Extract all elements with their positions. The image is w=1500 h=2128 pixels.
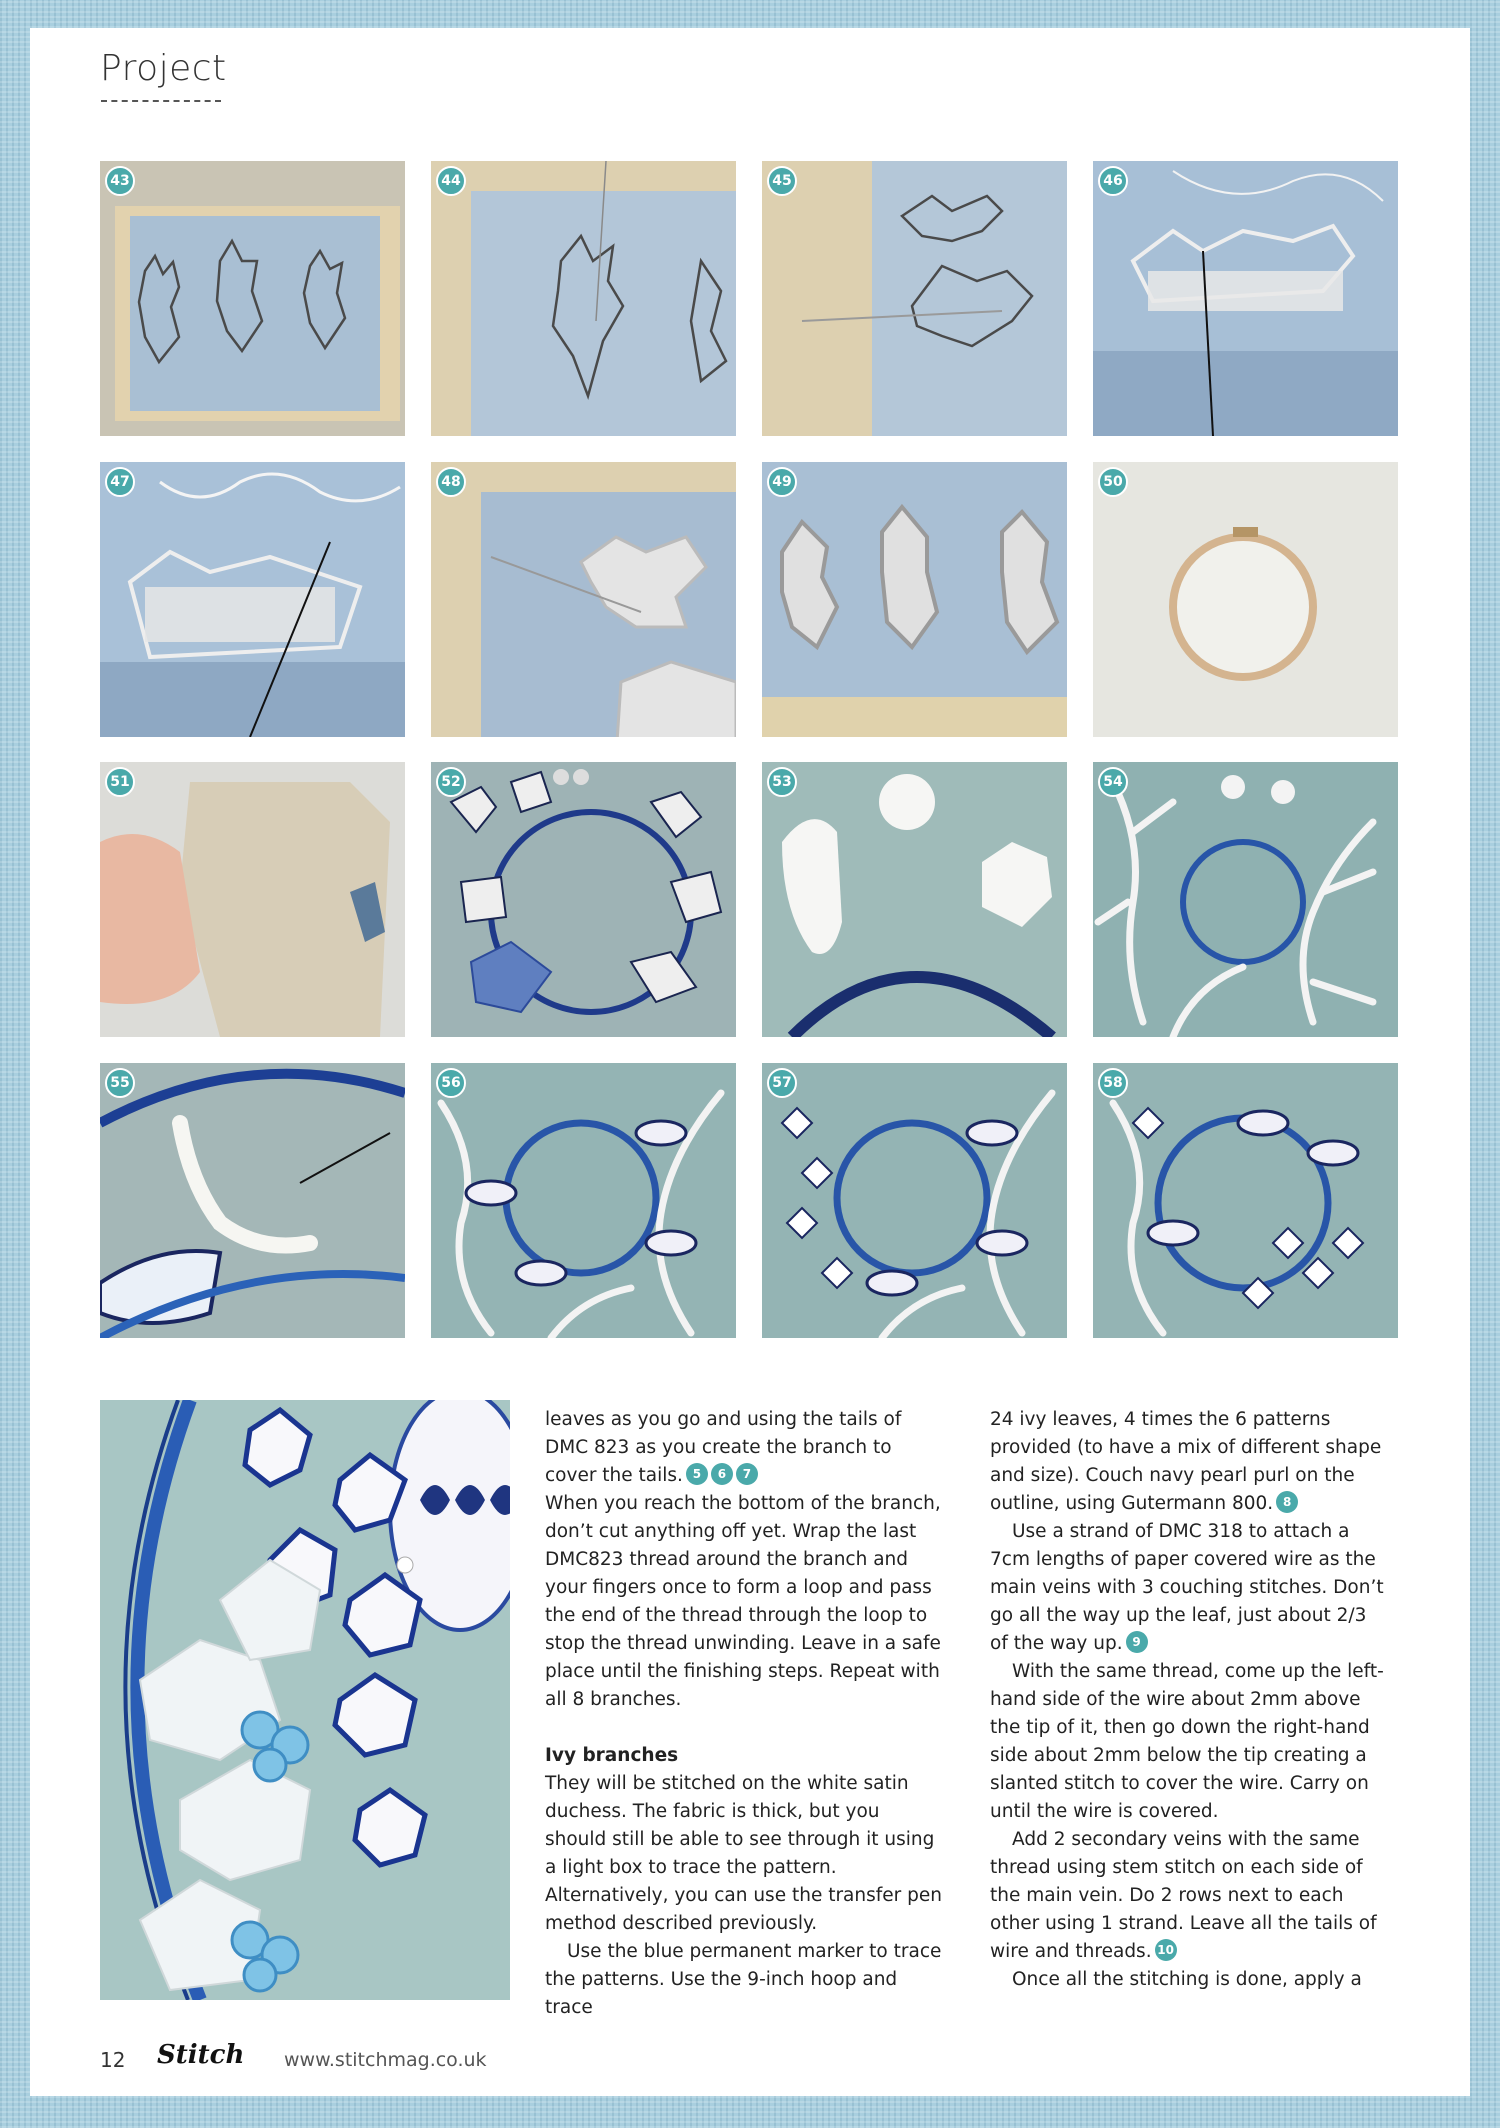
photo-50-image xyxy=(1093,462,1398,737)
article-column-2 xyxy=(990,1406,1390,1994)
col2-paragraph-3: With the same thread, come up the left-hand side of the wire about 2mm above the tip of it, then go down the right-hand side about 2mm below the tip creating a slanted stitch to cover the wire. Carry on until the wire is covered. xyxy=(990,1661,1384,1822)
step-photo-49 xyxy=(762,462,1067,737)
step-photo-43 xyxy=(100,161,405,436)
step-photo-51 xyxy=(100,762,405,1037)
step-number-badge: 46 xyxy=(1098,166,1128,196)
title-dashed-rule xyxy=(101,100,221,102)
col2-p2-text: Use a strand of DMC 318 to attach a 7cm lengths of paper covered wire as the main veins with 3 couching stitches. Don’t go all the way up the leaf, just about 2/3 of the way up. xyxy=(990,1521,1384,1654)
photo-44-image xyxy=(431,161,736,436)
col2-paragraph-4 xyxy=(990,1826,1390,1966)
col2-p4-text: Add 2 secondary veins with the same thread using stem stitch on each side of the main vein. Do 2 rows next to each other using 1 strand. Leave all the tails of wire and threads. xyxy=(990,1829,1377,1962)
step-ref-badge: 7 xyxy=(736,1463,758,1485)
step-number-badge: 58 xyxy=(1098,1068,1128,1098)
step-number-badge: 51 xyxy=(105,767,135,797)
step-number-badge: 50 xyxy=(1098,467,1128,497)
step-photo-56 xyxy=(431,1063,736,1338)
step-number-badge: 45 xyxy=(767,166,797,196)
col1-p1-text: leaves as you go and using the tails of DMC 823 as you create the branch to cover the tails. xyxy=(545,1409,902,1486)
website-url: www.stitchmag.co.uk xyxy=(284,2049,487,2071)
step-photo-44 xyxy=(431,161,736,436)
photo-43-image xyxy=(100,161,405,436)
step-number-badge: 49 xyxy=(767,467,797,497)
photo-57-image xyxy=(762,1063,1067,1338)
step-photo-47 xyxy=(100,462,405,737)
step-number-badge: 57 xyxy=(767,1068,797,1098)
magazine-brand-logo: Stitch xyxy=(157,2040,245,2070)
paragraph-gap xyxy=(545,1714,945,1742)
photo-52-image xyxy=(431,762,736,1037)
step-number-badge: 48 xyxy=(436,467,466,497)
page-number: 12 xyxy=(100,2048,126,2072)
step-number-badge: 52 xyxy=(436,767,466,797)
step-number-badge: 44 xyxy=(436,166,466,196)
section-title: Project xyxy=(100,48,227,89)
photo-56-image xyxy=(431,1063,736,1338)
step-photo-57 xyxy=(762,1063,1067,1338)
photo-48-image xyxy=(431,462,736,737)
step-photo-52 xyxy=(431,762,736,1037)
col1-paragraph-3: They will be stitched on the white satin duchess. The fabric is thick, but you should still be able to see through it using a light box to trace the pattern. Alternatively, you can use the transfer pen method described previously. xyxy=(545,1773,942,1934)
photo-51-image xyxy=(100,762,405,1037)
step-number-badge: 43 xyxy=(105,166,135,196)
photo-55-image xyxy=(100,1063,405,1338)
step-number-badge: 56 xyxy=(436,1068,466,1098)
col1-paragraph-4: Use the blue permanent marker to trace the patterns. Use the 9-inch hoop and trace xyxy=(545,1941,942,2018)
photo-49-image xyxy=(762,462,1067,737)
step-photo-58 xyxy=(1093,1063,1398,1338)
step-photo-45 xyxy=(762,161,1067,436)
step-ref-badge: 8 xyxy=(1276,1491,1298,1513)
step-number-badge: 47 xyxy=(105,467,135,497)
step-photo-54 xyxy=(1093,762,1398,1037)
photo-53-image xyxy=(762,762,1067,1037)
photo-58-image xyxy=(1093,1063,1398,1338)
col1-paragraph-1 xyxy=(545,1406,945,1490)
step-ref-badge: 5 xyxy=(686,1463,708,1485)
step-photo-50 xyxy=(1093,462,1398,737)
step-number-badge: 54 xyxy=(1098,767,1128,797)
step-photo-53 xyxy=(762,762,1067,1037)
col2-p1-text: 24 ivy leaves, 4 times the 6 patterns provided (to have a mix of different shape and size). Couch navy pearl purl on the outline, using Gutermann 800. xyxy=(990,1409,1382,1514)
photo-47-image xyxy=(100,462,405,737)
step-ref-badge: 6 xyxy=(711,1463,733,1485)
step-ref-badge: 9 xyxy=(1126,1631,1148,1653)
step-photo-55 xyxy=(100,1063,405,1338)
step-ref-badge: 10 xyxy=(1155,1939,1177,1961)
magazine-page xyxy=(30,28,1470,2096)
article-column-1 xyxy=(545,1406,945,2022)
col2-paragraph-2 xyxy=(990,1518,1390,1658)
photo-46-image xyxy=(1093,161,1398,436)
step-photo-48 xyxy=(431,462,736,737)
col2-paragraph-5: Once all the stitching is done, apply a xyxy=(1012,1969,1362,1990)
step-number-badge: 53 xyxy=(767,767,797,797)
step-photo-46 xyxy=(1093,161,1398,436)
feature-photo-image xyxy=(100,1400,510,2000)
photo-45-image xyxy=(762,161,1067,436)
subheading-ivy-branches: Ivy branches xyxy=(545,1745,679,1766)
feature-photo-ivy-closeup xyxy=(100,1400,510,2000)
step-number-badge: 55 xyxy=(105,1068,135,1098)
col1-paragraph-2: When you reach the bottom of the branch, don’t cut anything off yet. Wrap the last DMC823 thread around the branch and your fingers once to form a loop and pass the end of the thread through the loop to stop the thread unwinding. Leave in a safe place until the finishing steps. Repeat with all 8 branches. xyxy=(545,1493,941,1710)
photo-54-image xyxy=(1093,762,1398,1037)
col2-paragraph-1 xyxy=(990,1406,1390,1518)
